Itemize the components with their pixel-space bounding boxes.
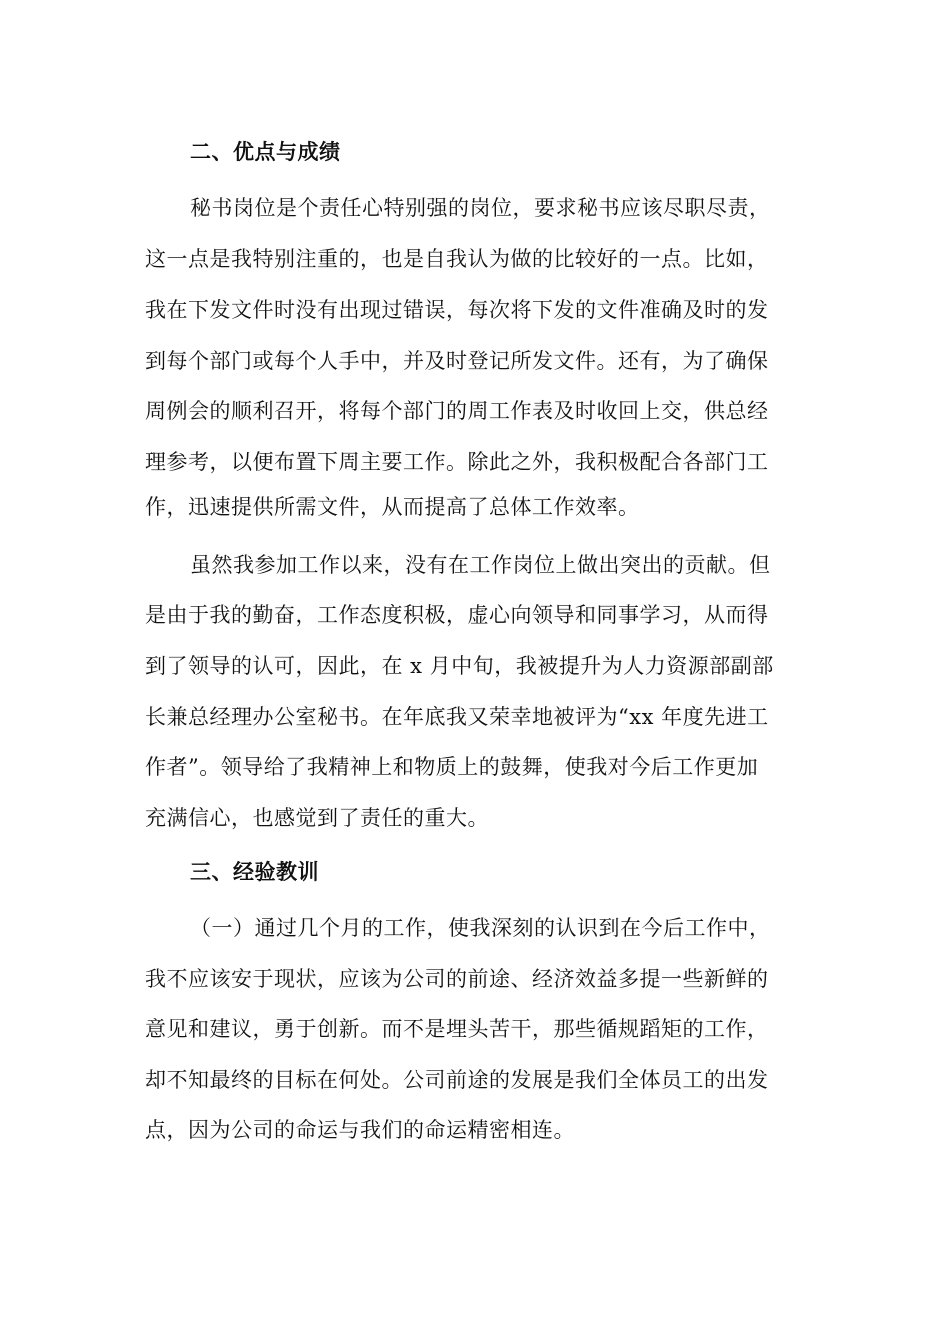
paragraph-line: 周例会的顺利召开，将每个部门的周工作表及时收回上交，供总经 xyxy=(145,399,769,423)
paragraph-line: 秘书岗位是个责任心特别强的岗位，要求秘书应该尽职尽责， xyxy=(190,196,771,220)
paragraph-line: （一）通过几个月的工作，使我深刻的认识到在今后工作中， xyxy=(190,916,771,940)
paragraph-line: 点，因为公司的命运与我们的命运精密相连。 xyxy=(145,1118,575,1142)
paragraph-line: 到每个部门或每个人手中，并及时登记所发文件。还有，为了确保 xyxy=(145,349,769,373)
paragraph-line: 充满信心，也感觉到了责任的重大。 xyxy=(145,806,489,830)
paragraph-line: 理参考，以便布置下周主要工作。除此之外，我积极配合各部门工 xyxy=(145,450,769,474)
paragraph-line: 作，迅速提供所需文件，从而提高了总体工作效率。 xyxy=(145,495,640,519)
paragraph-line: 我不应该安于现状，应该为公司的前途、经济效益多提一些新鲜的 xyxy=(145,967,769,991)
paragraph-line: 我在下发文件时没有出现过错误，每次将下发的文件准确及时的发 xyxy=(145,298,769,322)
section-heading-lessons: 三、经验教训 xyxy=(190,860,319,884)
paragraph-line: 到了领导的认可，因此，在 x 月中旬，我被提升为人力资源部副部 xyxy=(145,654,774,678)
paragraph-line: 这一点是我特别注重的，也是自我认为做的比较好的一点。比如， xyxy=(145,247,769,271)
paragraph-line: 作者”。领导给了我精神上和物质上的鼓舞，使我对今后工作更加 xyxy=(145,755,759,779)
paragraph-line: 长兼总经理办公室秘书。在年底我又荣幸地被评为“xx 年度先进工 xyxy=(145,705,769,729)
paragraph-line: 虽然我参加工作以来，没有在工作岗位上做出突出的贡献。但 xyxy=(190,553,771,577)
paragraph-line: 是由于我的勤奋，工作态度积极，虚心向领导和同事学习，从而得 xyxy=(145,603,769,627)
paragraph-line: 却不知最终的目标在何处。公司前途的发展是我们全体员工的出发 xyxy=(145,1068,769,1092)
paragraph-line: 意见和建议，勇于创新。而不是埋头苦干，那些循规蹈矩的工作， xyxy=(145,1017,769,1041)
section-heading-strengths: 二、优点与成绩 xyxy=(190,140,341,164)
